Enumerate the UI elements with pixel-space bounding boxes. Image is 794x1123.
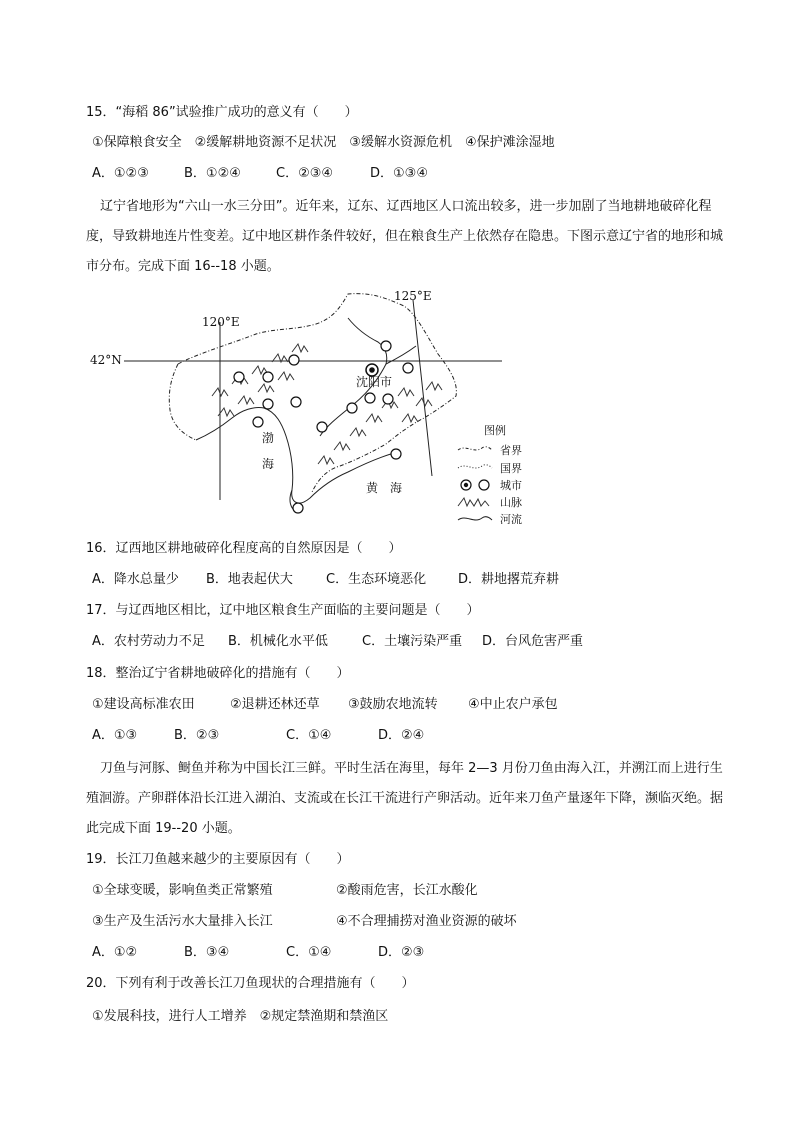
q18-item-2: ②退耕还林还草 <box>230 697 320 712</box>
q18-option-b: B．②③ <box>174 728 220 743</box>
liaoning-map <box>86 284 526 524</box>
q15-option-c: C．②③④ <box>276 166 334 181</box>
city-marker <box>391 449 401 459</box>
q17-option-d: D．台风危害严重 <box>482 634 584 649</box>
legend-title: 图例 <box>484 424 506 437</box>
q15-option-a: A．①②③ <box>92 166 149 181</box>
city-marker <box>383 394 393 404</box>
q18-option-a: A．①③ <box>92 728 138 743</box>
q16-stem: 16．辽西地区耕地破碎化程度高的自然原因是（ ） <box>86 541 402 556</box>
q20-items: ①发展科技，进行人工增养 ②规定禁渔期和禁渔区 <box>92 1009 389 1024</box>
city-marker <box>317 422 327 432</box>
legend-border: 国界 <box>500 462 522 475</box>
q19-option-c: C．①④ <box>286 945 332 960</box>
shenyang-label: 沈阳市 <box>356 375 393 389</box>
q16-option-c: C．生态环境恶化 <box>326 572 427 587</box>
bohai-label-1: 渤 <box>262 431 275 445</box>
q19-item-2: ②酸雨危害，长江水酸化 <box>336 883 478 898</box>
legend-river: 河流 <box>500 513 522 524</box>
legend-border-symbol <box>458 465 492 468</box>
city-marker <box>293 503 303 513</box>
legend-mountain: 山脉 <box>500 496 522 509</box>
legend-province: 省界 <box>500 444 522 457</box>
q15-items: ①保障粮食安全 ②缓解耕地资源不足状况 ③缓解水资源危机 ④保护滩涂湿地 <box>92 135 555 150</box>
liaoning-map-figure <box>86 284 526 524</box>
city-marker <box>365 393 375 403</box>
q19-option-b: B．③④ <box>184 945 230 960</box>
q15-option-d: D．①③④ <box>370 166 428 181</box>
lat-42-label: 42°N <box>90 353 122 367</box>
bohai-label-2: 海 <box>262 457 275 471</box>
city-marker <box>234 372 244 382</box>
province-border-west <box>169 364 196 440</box>
q18-option-c: C．①④ <box>286 728 332 743</box>
lon-125-line <box>413 300 432 476</box>
q20-stem: 20．下列有利于改善长江刀鱼现状的合理措施有（ ） <box>86 976 415 991</box>
passage-liaoning: 辽宁省地形为“六山一水三分田”。近年来，辽东、辽西地区人口流出较多，进一步加剧了当地耕地破碎化程度，导致耕地连片性变差。辽中地区耕作条件较好，但在粮食生产上依然存在隐患。下图示意辽宁省的地形和城市分布。完成下面 16--18 小题。 <box>86 199 724 274</box>
q18-option-d: D．②④ <box>378 728 425 743</box>
q19-option-a: A．①② <box>92 945 138 960</box>
q17-option-b: B．机械化水平低 <box>228 634 328 649</box>
city-marker <box>263 399 273 409</box>
legend-mountain-symbol <box>458 498 489 506</box>
q19-option-d: D．②③ <box>378 945 425 960</box>
map-legend <box>458 423 522 524</box>
city-marker <box>403 363 413 373</box>
q18-stem: 18．整治辽宁省耕地破碎化的措施有（ ） <box>86 666 350 681</box>
lon-125-label: 125°E <box>394 289 432 303</box>
q18-item-4: ④中止农户承包 <box>468 697 558 712</box>
q19-item-4: ④不合理捕捞对渔业资源的破坏 <box>336 914 517 929</box>
q17-option-c: C．土壤污染严重 <box>362 634 463 649</box>
q19-item-1: ①全球变暖，影响鱼类正常繁殖 <box>92 883 273 898</box>
legend-city-symbol-b <box>479 480 489 490</box>
city-marker <box>291 397 301 407</box>
legend-city: 城市 <box>500 479 522 492</box>
q15-stem: 15．“海稻 86”试验推广成功的意义有（ ） <box>86 105 358 120</box>
city-marker <box>263 372 273 382</box>
legend-river-symbol <box>458 517 492 520</box>
q15-option-b: B．①②④ <box>184 166 241 181</box>
passage-daoyu: 刀鱼与河豚、鲥鱼并称为中国长江三鲜。平时生活在海里，每年 2—3 月份刀鱼由海入江，并溯江而上进行生殖洄游。产卵群体沿长江进入湖泊、支流或在长江干流进行产卵活动。近年来刀鱼产量逐年下降，濒临灭绝。据此完成下面 19--20 小题。 <box>86 761 724 836</box>
q16-option-d: D．耕地撂荒弃耕 <box>458 572 560 587</box>
legend-province-symbol <box>458 447 492 450</box>
city-marker <box>253 417 263 427</box>
q18-item-3: ③鼓励农地流转 <box>348 697 438 712</box>
lon-120-label: 120°E <box>202 315 240 329</box>
q16-option-a: A．降水总量少 <box>92 572 179 587</box>
q19-stem: 19．长江刀鱼越来越少的主要原因有（ ） <box>86 852 350 867</box>
shenyang-marker-dot <box>369 367 375 373</box>
q17-option-a: A．农村劳动力不足 <box>92 634 205 649</box>
q19-item-3: ③生产及生活污水大量排入长江 <box>92 914 273 929</box>
q17-stem: 17．与辽西地区相比，辽中地区粮食生产面临的主要问题是（ ） <box>86 603 480 618</box>
city-marker <box>381 341 391 351</box>
city-marker <box>289 355 299 365</box>
city-marker <box>347 403 357 413</box>
q18-item-1: ①建设高标准农田 <box>92 697 195 712</box>
q16-option-b: B．地表起伏大 <box>206 572 293 587</box>
huanghai-label: 黄 海 <box>366 481 403 495</box>
